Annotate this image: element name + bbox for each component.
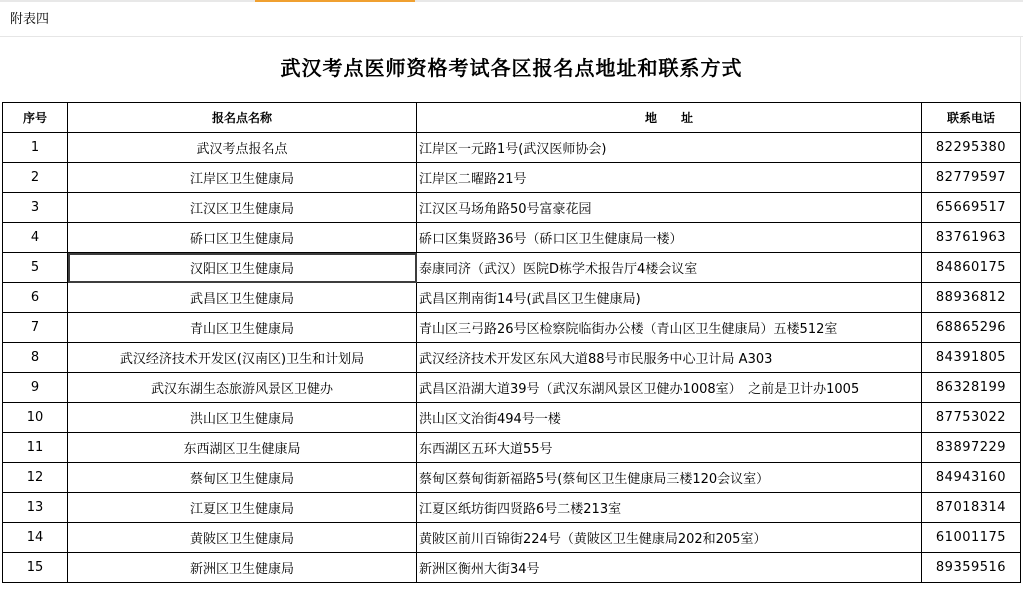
cell-name[interactable]: 东西湖区卫生健康局 (68, 433, 417, 463)
cell-name[interactable]: 武昌区卫生健康局 (68, 283, 417, 313)
row-gridline (0, 36, 1023, 37)
cell-name[interactable]: 洪山区卫生健康局 (68, 403, 417, 433)
table-row (3, 193, 1021, 223)
cell-address[interactable]: 泰康同济（武汉）医院D栋学术报告厅4楼会议室 (417, 253, 922, 283)
cell-no[interactable]: 3 (3, 193, 68, 223)
cell-address[interactable]: 东西湖区五环大道55号 (417, 433, 922, 463)
cell-name[interactable]: 武汉经济技术开发区(汉南区)卫生和计划局 (68, 343, 417, 373)
table-row (3, 433, 1021, 463)
table-row (3, 313, 1021, 343)
cell-no[interactable]: 14 (3, 523, 68, 553)
cell-phone[interactable]: 87753022 (922, 403, 1021, 433)
table-row (3, 223, 1021, 253)
cell-phone[interactable]: 87018314 (922, 493, 1021, 523)
cell-phone[interactable]: 82779597 (922, 163, 1021, 193)
cell-no[interactable]: 8 (3, 343, 68, 373)
cell-phone[interactable]: 89359516 (922, 553, 1021, 583)
cell-no[interactable]: 13 (3, 493, 68, 523)
sheet-caption: 附表四 (10, 12, 50, 27)
cell-name[interactable]: 江汉区卫生健康局 (68, 193, 417, 223)
table-header-row (3, 103, 1021, 133)
cell-no[interactable]: 15 (3, 553, 68, 583)
registration-table (2, 102, 1021, 583)
table-row (3, 163, 1021, 193)
cell-address[interactable]: 江夏区纸坊街四贤路6号二楼213室 (417, 493, 922, 523)
cell-no[interactable]: 9 (3, 373, 68, 403)
table-row (3, 493, 1021, 523)
table-row (3, 523, 1021, 553)
header-no[interactable]: 序号 (3, 103, 68, 133)
header-name[interactable]: 报名点名称 (68, 103, 417, 133)
table-row (3, 373, 1021, 403)
cell-no[interactable]: 2 (3, 163, 68, 193)
cell-phone[interactable]: 65669517 (922, 193, 1021, 223)
cell-no[interactable]: 4 (3, 223, 68, 253)
header-address[interactable]: 地 址 (417, 103, 922, 133)
cell-address[interactable]: 洪山区文治街494号一楼 (417, 403, 922, 433)
cell-no[interactable]: 7 (3, 313, 68, 343)
cell-address[interactable]: 武汉经济技术开发区东风大道88号市民服务中心卫计局 A303 (417, 343, 922, 373)
cell-address[interactable]: 新洲区衡州大街34号 (417, 553, 922, 583)
table-row (3, 253, 1021, 283)
cell-name[interactable]: 武汉考点报名点 (68, 133, 417, 163)
table-row (3, 403, 1021, 433)
cell-name[interactable]: 青山区卫生健康局 (68, 313, 417, 343)
cell-address[interactable]: 硚口区集贤路36号（硚口区卫生健康局一楼） (417, 223, 922, 253)
cell-no[interactable]: 10 (3, 403, 68, 433)
top-border (0, 0, 1023, 2)
cell-name[interactable]: 江夏区卫生健康局 (68, 493, 417, 523)
header-phone[interactable]: 联系电话 (922, 103, 1021, 133)
cell-address[interactable]: 蔡甸区蔡甸街新福路5号(蔡甸区卫生健康局三楼120会议室） (417, 463, 922, 493)
table-row (3, 463, 1021, 493)
active-tab-accent (255, 0, 415, 2)
table-row (3, 133, 1021, 163)
cell-name[interactable]: 黄陂区卫生健康局 (68, 523, 417, 553)
cell-no[interactable]: 12 (3, 463, 68, 493)
cell-address[interactable]: 青山区三弓路26号区检察院临街办公楼（青山区卫生健康局）五楼512室 (417, 313, 922, 343)
cell-phone[interactable]: 83897229 (922, 433, 1021, 463)
cell-address[interactable]: 江岸区二曜路21号 (417, 163, 922, 193)
cell-address[interactable]: 江岸区一元路1号(武汉医师协会) (417, 133, 922, 163)
table-row (3, 343, 1021, 373)
cell-phone[interactable]: 84943160 (922, 463, 1021, 493)
cell-phone[interactable]: 61001175 (922, 523, 1021, 553)
page-title: 武汉考点医师资格考试各区报名点地址和联系方式 (280, 56, 743, 80)
cell-name[interactable]: 江岸区卫生健康局 (68, 163, 417, 193)
cell-name[interactable]: 武汉东湖生态旅游风景区卫健办 (68, 373, 417, 403)
cell-address[interactable]: 黄陂区前川百锦街224号（黄陂区卫生健康局202和205室） (417, 523, 922, 553)
table-row (3, 553, 1021, 583)
cell-phone[interactable]: 84860175 (922, 253, 1021, 283)
cell-no[interactable]: 6 (3, 283, 68, 313)
cell-no[interactable]: 11 (3, 433, 68, 463)
cell-phone[interactable]: 88936812 (922, 283, 1021, 313)
cell-phone[interactable]: 84391805 (922, 343, 1021, 373)
cell-no[interactable]: 5 (3, 253, 68, 283)
cell-address[interactable]: 武昌区荆南街14号(武昌区卫生健康局) (417, 283, 922, 313)
cell-no[interactable]: 1 (3, 133, 68, 163)
cell-address[interactable]: 武昌区沿湖大道39号（武汉东湖风景区卫健办1008室） 之前是卫计办1005 (417, 373, 922, 403)
cell-name[interactable]: 蔡甸区卫生健康局 (68, 463, 417, 493)
cell-phone[interactable]: 82295380 (922, 133, 1021, 163)
cell-name[interactable]: 硚口区卫生健康局 (68, 223, 417, 253)
cell-phone[interactable]: 86328199 (922, 373, 1021, 403)
cell-phone[interactable]: 83761963 (922, 223, 1021, 253)
cell-name[interactable]: 汉阳区卫生健康局 (68, 253, 417, 283)
cell-phone[interactable]: 68865296 (922, 313, 1021, 343)
cell-name[interactable]: 新洲区卫生健康局 (68, 553, 417, 583)
cell-address[interactable]: 江汉区马场角路50号富豪花园 (417, 193, 922, 223)
table-row (3, 283, 1021, 313)
